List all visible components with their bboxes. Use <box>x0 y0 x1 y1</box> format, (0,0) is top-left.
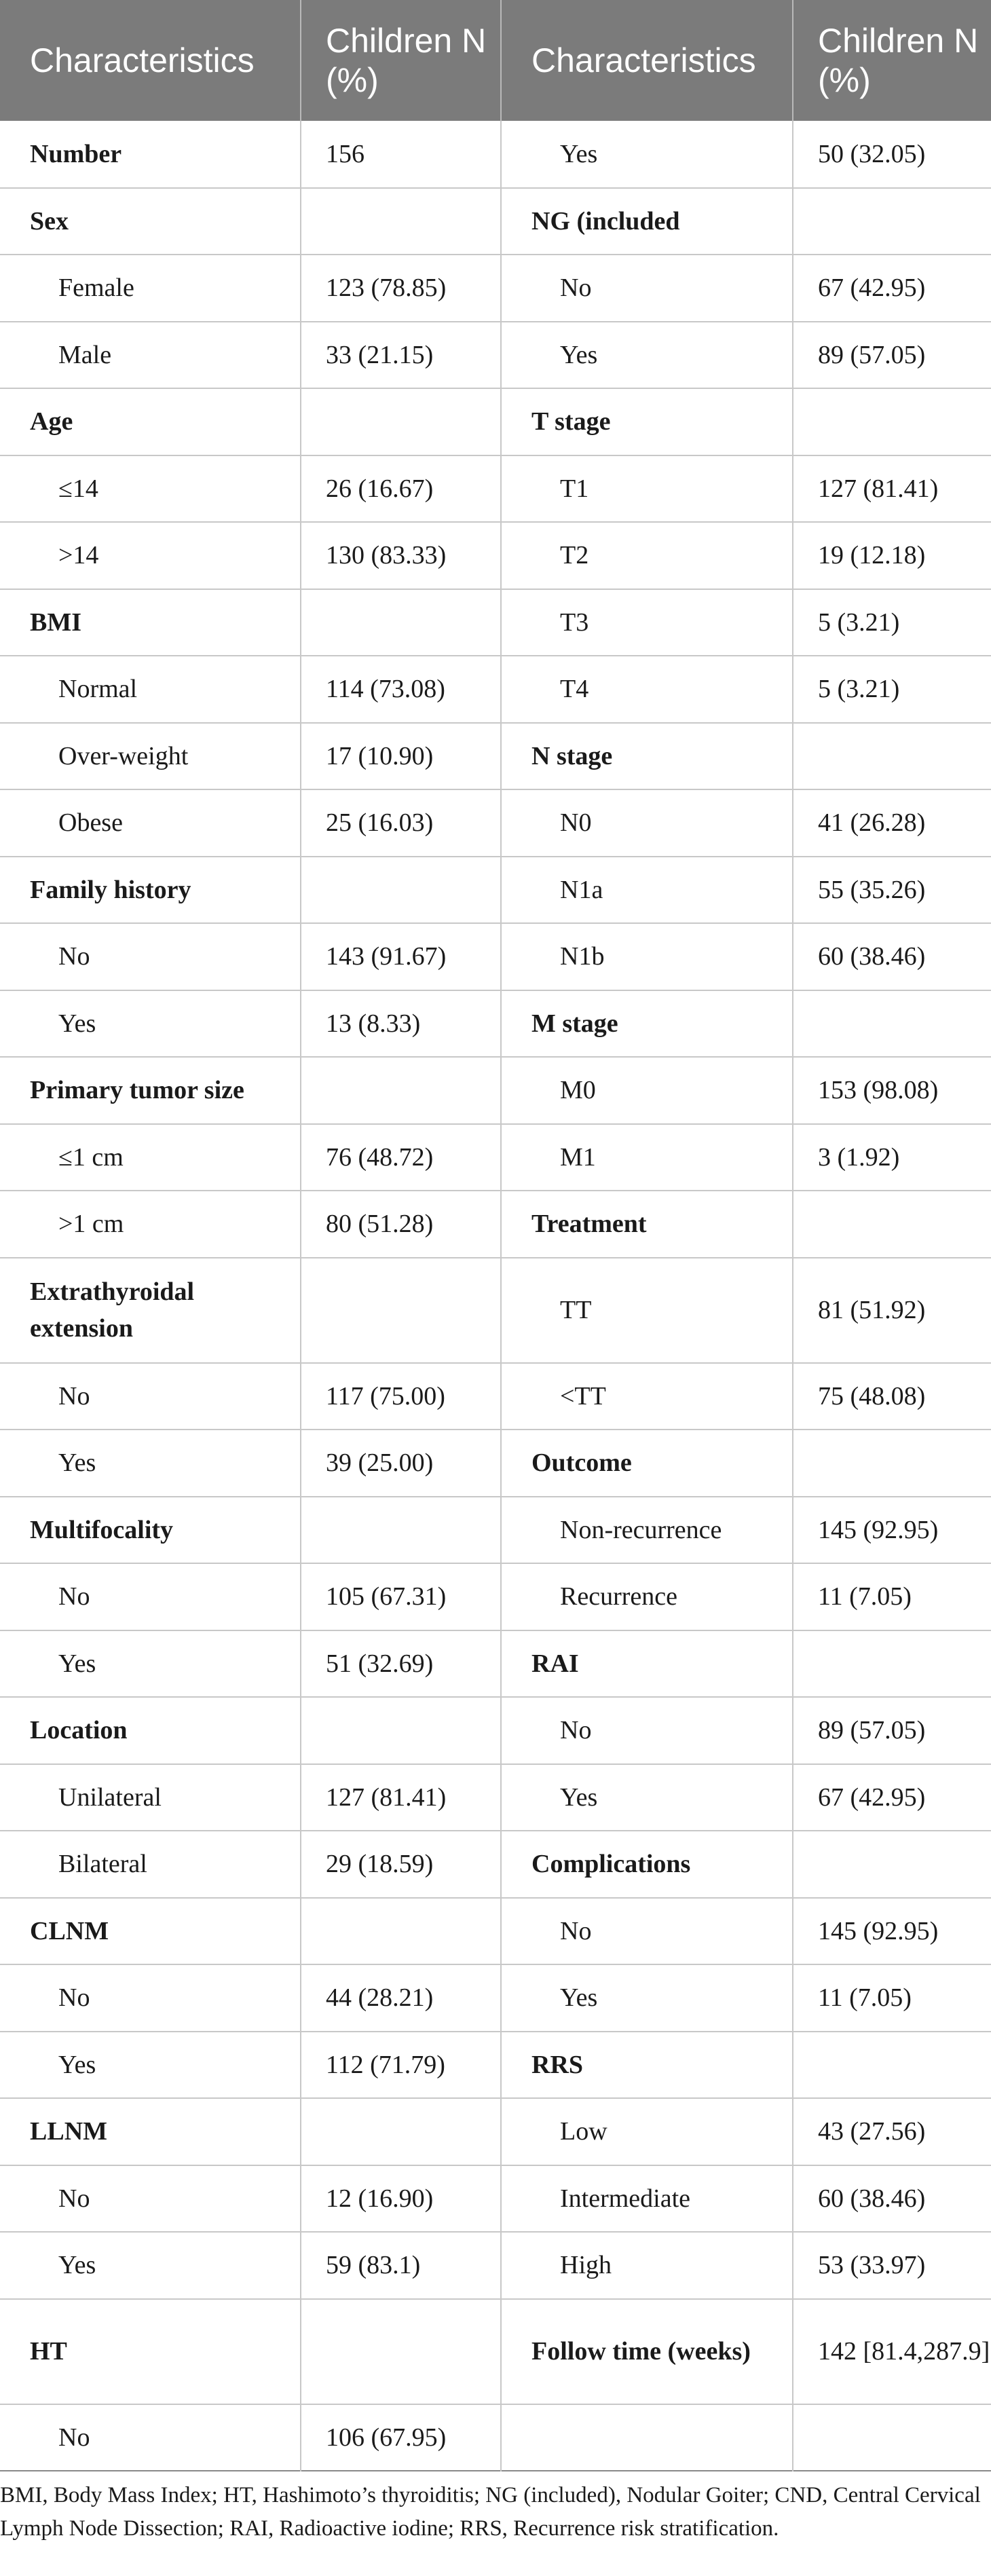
right-characteristic: T3 <box>501 589 793 656</box>
right-value <box>793 1831 991 1898</box>
right-value: 81 (51.92) <box>818 1296 926 1324</box>
table-row <box>0 255 991 322</box>
right-characteristic: Yes <box>501 322 793 389</box>
left-value <box>301 1057 501 1124</box>
right-value: 60 (38.46) <box>818 2184 926 2213</box>
right-value <box>793 2404 991 2471</box>
right-characteristic: T1 <box>501 455 793 523</box>
left-characteristic: Bilateral <box>0 1831 301 1898</box>
header-row <box>0 0 991 121</box>
left-characteristic: Yes <box>0 990 301 1058</box>
right-value: 5 (3.21) <box>818 608 900 637</box>
table-row <box>0 656 991 723</box>
left-characteristic: Multifocality <box>0 1497 301 1564</box>
left-characteristic: No <box>0 2165 301 2233</box>
right-characteristic: T4 <box>501 656 793 723</box>
left-value <box>301 589 501 656</box>
table-footnote: BMI, Body Mass Index; HT, Hashimoto’s thyroiditis; NG (included), Nodular Goiter; CND, Central Cervical Lymph Node Dissection; RAI, Radioactive iodine; RRS, Recurrence risk stratification. <box>0 2483 981 2541</box>
left-characteristic: >14 <box>0 522 301 589</box>
left-characteristic: No <box>0 2404 301 2471</box>
left-characteristic: HT <box>0 2299 301 2404</box>
left-value <box>301 2098 501 2165</box>
left-characteristic: BMI <box>0 589 301 656</box>
right-characteristic: High <box>501 2232 793 2299</box>
right-characteristic: Recurrence <box>501 1563 793 1630</box>
right-characteristic: NG (included <box>501 188 793 255</box>
left-characteristic: Extrathyroidal extension <box>0 1258 301 1363</box>
left-characteristic: CLNM <box>0 1898 301 1965</box>
left-value: 114 (73.08) <box>301 656 501 723</box>
table-row <box>0 990 991 1058</box>
right-value: 53 (33.97) <box>818 2251 926 2280</box>
table-row <box>0 2098 991 2165</box>
right-characteristic: N0 <box>501 789 793 857</box>
left-characteristic: Over-weight <box>0 723 301 790</box>
left-value: 143 (91.67) <box>301 923 501 990</box>
right-characteristic: Complications <box>501 1831 793 1898</box>
right-characteristic: No <box>501 1898 793 1965</box>
table-row <box>0 1191 991 1258</box>
table-row <box>0 522 991 589</box>
left-value: 117 (75.00) <box>301 1363 501 1430</box>
right-characteristic: RRS <box>501 2032 793 2099</box>
right-characteristic: T stage <box>501 388 793 455</box>
right-characteristic: N stage <box>501 723 793 790</box>
table-row <box>0 2165 991 2233</box>
left-characteristic: No <box>0 923 301 990</box>
right-value: 3 (1.92) <box>818 1142 900 1172</box>
table-row <box>0 1630 991 1698</box>
left-value: 51 (32.69) <box>301 1630 501 1698</box>
right-characteristic: TT <box>501 1258 793 1363</box>
left-value: 33 (21.15) <box>301 322 501 389</box>
right-value: 55 (35.26) <box>818 875 926 904</box>
right-characteristic: Non-recurrence <box>501 1497 793 1564</box>
left-value: 39 (25.00) <box>301 1430 501 1497</box>
table-row <box>0 388 991 455</box>
table-row <box>0 2404 991 2471</box>
table-row <box>0 2032 991 2099</box>
table-row <box>0 723 991 790</box>
left-value: 76 (48.72) <box>301 1124 501 1191</box>
left-characteristic: Yes <box>0 1630 301 1698</box>
left-value <box>301 1497 501 1564</box>
table-row <box>0 1831 991 1898</box>
table-row <box>0 1764 991 1831</box>
right-value: 153 (98.08) <box>818 1076 939 1105</box>
right-value: 19 (12.18) <box>818 541 926 570</box>
right-characteristic: Yes <box>501 1964 793 2032</box>
left-value: 26 (16.67) <box>301 455 501 523</box>
table-row <box>0 1057 991 1124</box>
right-characteristic: M0 <box>501 1057 793 1124</box>
left-value: 80 (51.28) <box>301 1191 501 1258</box>
right-characteristic: No <box>501 255 793 322</box>
left-characteristic: Location <box>0 1697 301 1764</box>
left-characteristic: Yes <box>0 2232 301 2299</box>
left-characteristic: LLNM <box>0 2098 301 2165</box>
left-characteristic: Sex <box>0 188 301 255</box>
table-row <box>0 1563 991 1630</box>
right-characteristic: N1a <box>501 857 793 924</box>
left-value: 130 (83.33) <box>301 522 501 589</box>
table-row <box>0 1363 991 1430</box>
right-characteristic: <TT <box>501 1363 793 1430</box>
left-value: 112 (71.79) <box>301 2032 501 2099</box>
right-characteristic: Follow time (weeks) <box>501 2299 793 2404</box>
table-row <box>0 1258 991 1363</box>
right-characteristic: Yes <box>501 1764 793 1831</box>
left-value <box>301 188 501 255</box>
left-characteristic: >1 cm <box>0 1191 301 1258</box>
left-value: 156 <box>301 121 501 188</box>
right-value <box>793 2032 991 2099</box>
right-value <box>793 388 991 455</box>
table-row <box>0 589 991 656</box>
left-characteristic: No <box>0 1363 301 1430</box>
right-characteristic: T2 <box>501 522 793 589</box>
right-characteristic: Low <box>501 2098 793 2165</box>
left-characteristic: Female <box>0 255 301 322</box>
right-value: 89 (57.05) <box>818 340 926 369</box>
left-characteristic: Male <box>0 322 301 389</box>
left-characteristic: Age <box>0 388 301 455</box>
table-row <box>0 923 991 990</box>
left-value: 123 (78.85) <box>301 255 501 322</box>
table-body <box>0 121 991 2471</box>
table-row <box>0 455 991 523</box>
left-value: 105 (67.31) <box>301 1563 501 1630</box>
right-value: 89 (57.05) <box>818 1716 926 1745</box>
right-characteristic: RAI <box>501 1630 793 1698</box>
left-characteristic: ≤14 <box>0 455 301 523</box>
right-value: 145 (92.95) <box>818 1916 939 1945</box>
right-value <box>793 188 991 255</box>
right-value <box>793 1191 991 1258</box>
table-row <box>0 2232 991 2299</box>
right-value: 75 (48.08) <box>818 1381 926 1411</box>
right-characteristic: N1b <box>501 923 793 990</box>
table-header <box>0 0 991 121</box>
right-characteristic: Intermediate <box>501 2165 793 2233</box>
right-value <box>793 1430 991 1497</box>
left-value: 13 (8.33) <box>301 990 501 1058</box>
left-characteristic: Obese <box>0 789 301 857</box>
right-value <box>793 990 991 1058</box>
left-characteristic: Number <box>0 121 301 188</box>
table-row <box>0 1497 991 1564</box>
left-value: 127 (81.41) <box>301 1764 501 1831</box>
left-value <box>301 2299 501 2404</box>
header-characteristics-right: Characteristics <box>501 0 793 121</box>
left-value <box>301 1697 501 1764</box>
right-value: 43 (27.56) <box>818 2117 926 2146</box>
right-value <box>793 723 991 790</box>
left-characteristic: Yes <box>0 2032 301 2099</box>
left-characteristic: No <box>0 1563 301 1630</box>
header-children-left: Children N (%) <box>301 0 501 121</box>
right-value: 67 (42.95) <box>818 1782 926 1812</box>
right-value: 11 (7.05) <box>818 1582 912 1611</box>
table-row <box>0 1124 991 1191</box>
left-characteristic: No <box>0 1964 301 2032</box>
left-value <box>301 1898 501 1965</box>
right-value: 67 (42.95) <box>818 274 926 303</box>
left-characteristic: Primary tumor size <box>0 1057 301 1124</box>
right-characteristic <box>501 2404 793 2471</box>
left-characteristic: Yes <box>0 1430 301 1497</box>
right-characteristic: Treatment <box>501 1191 793 1258</box>
table-row <box>0 322 991 389</box>
table-row <box>0 121 991 188</box>
left-value: 17 (10.90) <box>301 723 501 790</box>
left-characteristic: Normal <box>0 656 301 723</box>
table-row <box>0 1430 991 1497</box>
table-row <box>0 1964 991 2032</box>
right-value: 142 [81.4,287.9] <box>818 2337 990 2366</box>
right-characteristic: Yes <box>501 121 793 188</box>
left-value: 59 (83.1) <box>301 2232 501 2299</box>
left-value: 12 (16.90) <box>301 2165 501 2233</box>
header-characteristics-left: Characteristics <box>0 0 301 121</box>
left-value: 29 (18.59) <box>301 1831 501 1898</box>
table-row <box>0 789 991 857</box>
table-row <box>0 1898 991 1965</box>
left-characteristic: ≤1 cm <box>0 1124 301 1191</box>
left-value <box>301 388 501 455</box>
left-value <box>301 857 501 924</box>
right-characteristic: M stage <box>501 990 793 1058</box>
left-value: 106 (67.95) <box>301 2404 501 2471</box>
left-value: 25 (16.03) <box>301 789 501 857</box>
right-characteristic: Outcome <box>501 1430 793 1497</box>
right-value: 41 (26.28) <box>818 808 926 838</box>
left-characteristic: Unilateral <box>0 1764 301 1831</box>
right-characteristic: No <box>501 1697 793 1764</box>
right-value: 127 (81.41) <box>818 474 939 503</box>
right-value: 11 (7.05) <box>818 1983 912 2013</box>
right-value: 50 (32.05) <box>818 139 926 168</box>
right-value <box>793 1630 991 1698</box>
right-value: 60 (38.46) <box>818 942 926 971</box>
table-row <box>0 188 991 255</box>
header-children-right: Children N (%) <box>818 22 979 99</box>
left-characteristic: Family history <box>0 857 301 924</box>
table-row <box>0 2299 991 2404</box>
table-row <box>0 857 991 924</box>
right-characteristic: M1 <box>501 1124 793 1191</box>
table-row <box>0 1697 991 1764</box>
left-value: 44 (28.21) <box>301 1964 501 2032</box>
right-value: 5 (3.21) <box>818 675 900 704</box>
right-value: 145 (92.95) <box>818 1515 939 1544</box>
left-value <box>301 1258 501 1363</box>
